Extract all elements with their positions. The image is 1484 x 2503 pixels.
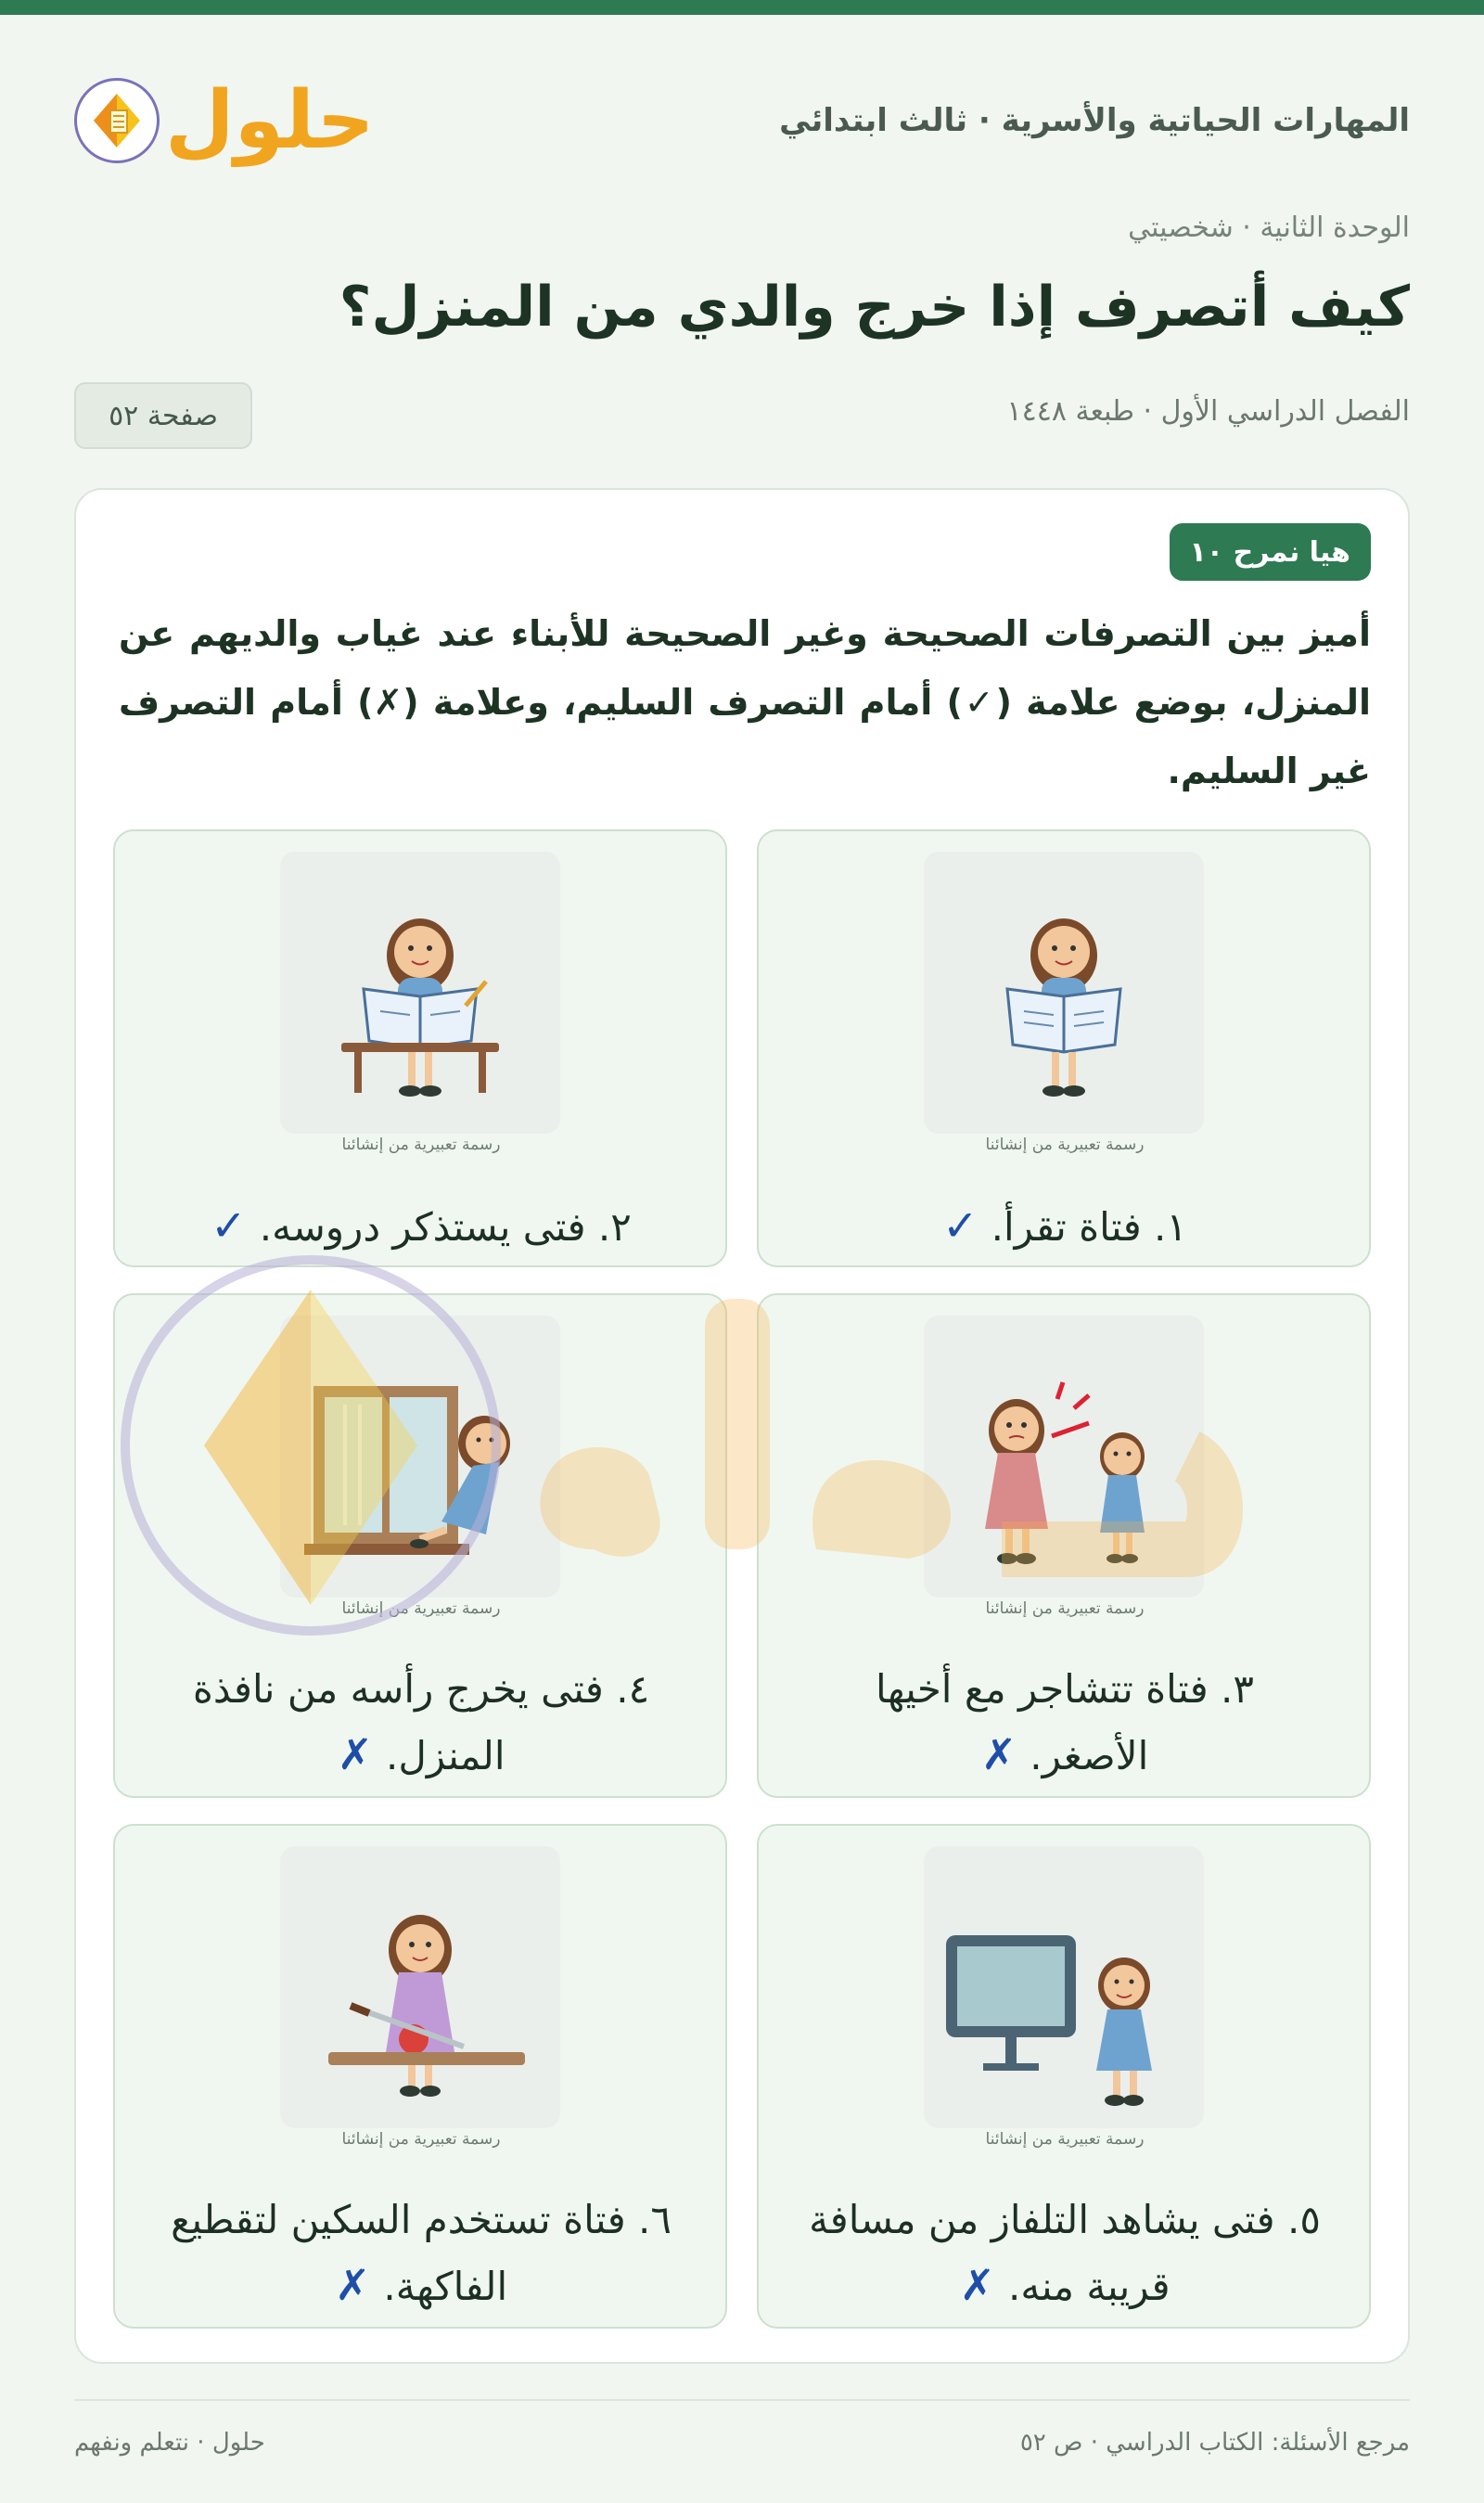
wrong-mark-icon: ✗	[334, 2260, 371, 2310]
item-text: ٢. فتى يستذكر دروسه.	[259, 1204, 632, 1250]
book-icon	[74, 78, 160, 163]
item-text: ٣. فتاة تتشاجر مع أخيها الأصغر.	[876, 1666, 1254, 1778]
exercise-item-4	[113, 1293, 727, 1798]
page-title: كيف أتصرف إذا خرج والدي من المنزل؟	[339, 275, 1410, 340]
top-accent-bar	[0, 0, 1484, 15]
page-number-badge: صفحة ٥٢	[74, 382, 252, 449]
exercise-card	[74, 488, 1410, 2364]
site-logo[interactable]	[74, 74, 375, 167]
wrong-mark-icon: ✗	[337, 1729, 374, 1779]
wrong-mark-icon: ✗	[980, 1729, 1017, 1779]
item-text: ١. فتاة تقرأ.	[991, 1204, 1187, 1250]
item-statement	[143, 1193, 699, 1260]
exercise-item-5	[757, 1824, 1371, 2329]
logo-text: حلول	[165, 74, 375, 167]
illustration-caption: رسمة تعبيرية من إنشائنا	[985, 2130, 1145, 2149]
girl-arguing-icon	[924, 1316, 1204, 1598]
item-text: ٦. فتاة تستخدم السكين لتقطيع الفاكهة.	[171, 2197, 672, 2309]
exercise-item-3	[757, 1293, 1371, 1798]
illustration-caption: رسمة تعبيرية من إنشائنا	[985, 1599, 1145, 1618]
item-statement	[143, 2188, 699, 2319]
illustration-caption: رسمة تعبيرية من إنشائنا	[341, 2130, 501, 2149]
illustration-caption: رسمة تعبيرية من إنشائنا	[341, 1136, 501, 1154]
edition-info: الفصل الدراسي الأول · طبعة ١٤٤٨	[1006, 395, 1410, 428]
footer-divider	[74, 2399, 1410, 2401]
boy-studying-icon	[280, 852, 560, 1134]
subject-title: المهارات الحياتية والأسرية · ثالث ابتدائي	[779, 102, 1410, 139]
boy-window-icon	[280, 1316, 560, 1598]
boy-tv-icon	[924, 1846, 1204, 2128]
footer-source: مرجع الأسئلة: الكتاب الدراسي · ص ٥٢	[1019, 2429, 1410, 2457]
item-statement	[787, 1657, 1343, 1789]
correct-mark-icon: ✓	[211, 1200, 247, 1251]
item-statement	[787, 2188, 1343, 2319]
page-header	[74, 59, 1410, 182]
item-statement	[787, 1193, 1343, 1260]
exercise-item-1	[757, 829, 1371, 1267]
exercise-instruction: أميز بين التصرفات الصحيحة وغير الصحيحة للأبناء عند غياب والديهم عن المنزل، بوضع علامة (✓) أمام التصرف السليم، وعلامة (✗) أمام التصرف غير السليم.	[119, 613, 1371, 791]
unit-label: الوحدة الثانية · شخصيتي	[1128, 212, 1410, 244]
exercise-item-6	[113, 1824, 727, 2329]
girl-knife-icon	[280, 1846, 560, 2128]
exercise-badge: هيا نمرح ١٠	[1170, 523, 1372, 581]
item-text: ٥. فتى يشاهد التلفاز من مسافة قريبة منه.	[809, 2197, 1321, 2309]
illustration-caption: رسمة تعبيرية من إنشائنا	[985, 1136, 1145, 1154]
girl-reading-icon	[924, 852, 1204, 1134]
exercise-item-2	[113, 829, 727, 1267]
correct-mark-icon: ✓	[942, 1200, 979, 1251]
footer-brand: حلول · نتعلم ونفهم	[74, 2429, 265, 2457]
illustration-caption: رسمة تعبيرية من إنشائنا	[341, 1599, 501, 1618]
wrong-mark-icon: ✗	[959, 2260, 995, 2310]
item-text: ٤. فتى يخرج رأسه من نافذة المنزل.	[192, 1666, 650, 1778]
item-statement	[143, 1657, 699, 1789]
